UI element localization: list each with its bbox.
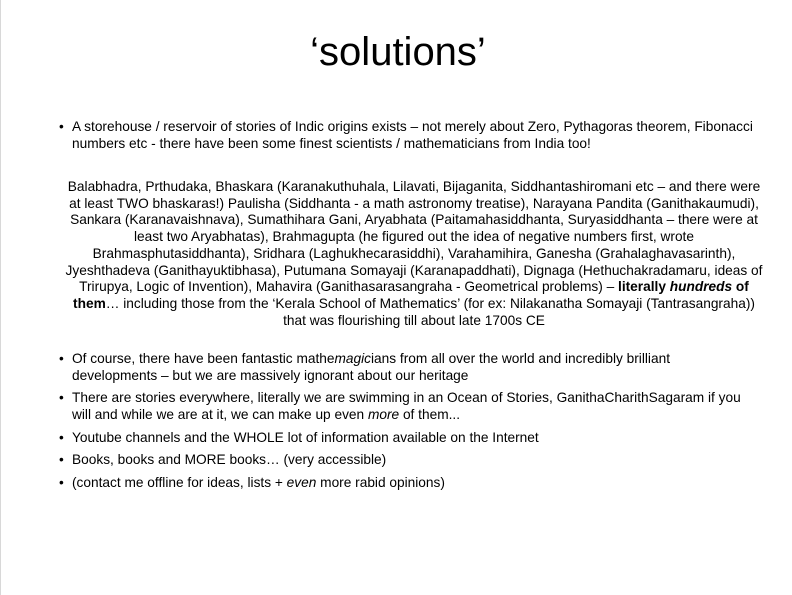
emphasis-literally: literally xyxy=(618,279,670,295)
bullet-text: A storehouse / reservoir of stories of Indic origins exists – not merely about Zero, Pythagoras theorem, Fibonacci numbers etc - there have been some finest scientists / mathematicians from India too! xyxy=(72,119,753,151)
bullet-dot: • xyxy=(59,429,64,445)
bullet-text-pre: (contact me offline for ideas, lists + xyxy=(72,475,287,491)
bullet-item-youtube xyxy=(56,430,756,447)
bullet-text-pre: Of course, there have been fantastic mathe xyxy=(72,351,335,366)
bullet-dot: • xyxy=(59,475,64,491)
bullet-item-contact xyxy=(56,475,756,492)
bullet-text-post: more rabid opinions) xyxy=(316,475,445,491)
bullet-dot: • xyxy=(59,351,64,366)
emphasis-hundreds: hundreds xyxy=(669,279,733,295)
bullet-dot: • xyxy=(59,452,64,468)
slide-left-border xyxy=(0,0,1,595)
bullet-dot: • xyxy=(59,119,64,134)
bullet-text-em: magic xyxy=(334,351,372,366)
bullet-text-em: more xyxy=(367,406,400,422)
bullet-list xyxy=(56,351,756,498)
intro-bullet-list xyxy=(56,119,756,152)
bullet-dot: • xyxy=(59,390,64,406)
scientists-text-end: … including those from the ‘Kerala School of Mathematics’ (for ex: Nilakanatha Somayaji (Tantrasangraha)) that was flourishing till about late 1700s CE xyxy=(105,295,755,328)
bullet-item-mathemagicians xyxy=(56,351,756,384)
bullet-text-pre: Youtube channels and the WHOLE lot of information available on the Internet xyxy=(72,429,539,445)
scientists-paragraph xyxy=(62,179,766,329)
emphasis-of-them: of them xyxy=(73,279,749,311)
bullet-item-books xyxy=(56,452,756,469)
bullet-text-post: of them... xyxy=(399,406,460,422)
bullet-item-intro xyxy=(56,119,756,152)
bullet-text-pre: Books, books and MORE books… (very accessible) xyxy=(72,452,387,468)
bullet-item-stories xyxy=(56,390,756,423)
bullet-text-em: even xyxy=(286,475,317,491)
bullet-text-post: ians from all over the world and incredibly brilliant developments – but we are massively ignorant about our heritage xyxy=(72,351,670,383)
scientists-text: Balabhadra, Prthudaka, Bhaskara (Karanakuthuhala, Lilavati, Bijaganita, Siddhantashiromani etc – and there were at least TWO bhaskaras!) Paulisha (Siddhanta - a math astronomy treatise), Narayana Pandita (Ganithakaumudi), Sankara (Karanavaishnava), Sumathihara Gani, Aryabhata (Paitamahasiddhanta, Suryasiddhanta – there were at least two Aryabhatas), Brahmagupta (he figured out the idea of negative numbers first, wrote Brahmasphutasiddhanta), Sridhara (Laghukhecarasiddhi), Varahamihira, Ganesha (Grahalaghavasarinth), Jyeshthadeva (Ganithayuktibhasa), Putumana Somayaji (Karanapaddhati), Dignaga (Hethuchakradamaru, ideas of Trirupya, Logic of Invention), Mahavira (Ganithasarasangraha - Geometrical problems) – xyxy=(65,179,763,295)
slide-title: ‘solutions’ xyxy=(310,30,486,74)
bullet-text-pre: There are stories everywhere, literally we are swimming in an Ocean of Stories, GanithaCharithSagaram if you will and while we are at it, we can make up even xyxy=(72,390,741,422)
